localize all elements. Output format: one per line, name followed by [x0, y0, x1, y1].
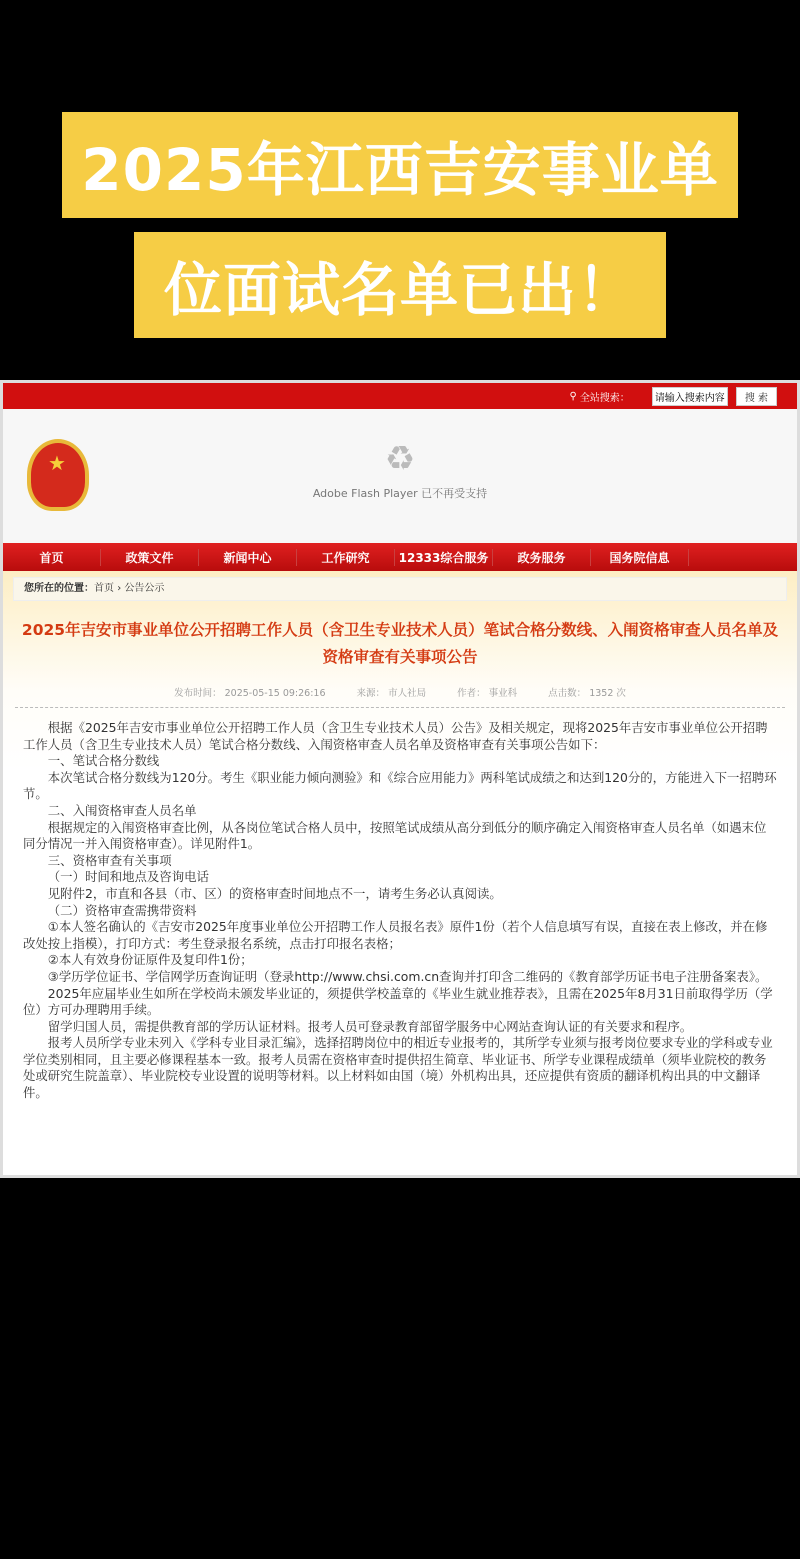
nav-item-gov-service[interactable]: 政务服务 [493, 549, 591, 566]
breadcrumb-separator: › [117, 583, 122, 594]
paragraph: 二、入闱资格审查人员名单 [47, 802, 197, 818]
click-count: 点击数： 1352 次 [548, 688, 626, 699]
breadcrumb-current[interactable]: 公告公示 [124, 583, 165, 594]
paragraph: 本次笔试合格分数线为120分。考生《职业能力倾向测验》和《综合应用能力》两科笔试成绩之和达到120分的，方能进入下一招聘环节。 [23, 769, 777, 802]
main-nav [3, 543, 797, 571]
flash-notice: Adobe Flash Player 已不再受支持 [312, 487, 488, 500]
publish-time: 发布时间： 2025-05-15 09:26:16 [174, 688, 326, 699]
paragraph: 三、资格审查有关事项 [47, 852, 172, 868]
nav-item-policy[interactable]: 政策文件 [101, 549, 199, 566]
paragraph: 见附件2，市直和各县（市、区）的资格审查时间地点不一，请考生务必认真阅读。 [47, 885, 502, 901]
article-title: 2025年吉安市事业单位公开招聘工作人员（含卫生专业技术人员）笔试合格分数线、入闱资格审查人员名单及资格审查有关事项公告 [21, 621, 779, 666]
paragraph: ①本人签名确认的《吉安市2025年度事业单位公开招聘工作人员报名表》原件1份（若个人信息填写有误，直接在表上修改，并在修改处按上指模），打印方式：考生登录报名系统，点击打印报名表格； [23, 919, 768, 951]
nav-item-state-council[interactable]: 国务院信息 [591, 549, 689, 566]
nav-item-news[interactable]: 新闻中心 [199, 549, 297, 566]
website-screenshot [0, 380, 800, 1178]
breadcrumb-label: 您所在的位置： [24, 583, 94, 594]
plugin-puzzle-icon: ♻ [384, 439, 416, 479]
breadcrumb [13, 577, 787, 601]
site-header [3, 409, 797, 543]
paragraph: 留学归国人员，需提供教育部的学历认证材料。报考人员可登录教育部留学服务中心网站查询认证的有关要求和程序。 [47, 1018, 693, 1034]
paragraph: 一、笔试合格分数线 [47, 753, 160, 769]
nav-item-research[interactable]: 工作研究 [297, 549, 395, 566]
top-bar [3, 383, 797, 409]
search-button[interactable]: 搜 索 [736, 387, 777, 406]
breadcrumb-home[interactable]: 首页 [94, 583, 114, 594]
article-body [13, 720, 787, 1102]
search-input[interactable]: 请输入搜索内容 [652, 387, 728, 406]
flash-placeholder [3, 439, 797, 501]
headline-line-1: 2025年江西吉安事业单 [62, 112, 738, 218]
content-area [3, 571, 797, 1178]
author: 作者： 事业科 [457, 688, 518, 699]
paragraph: ②本人有效身份证原件及复印件1份； [47, 952, 253, 968]
paragraph: 根据《2025年吉安市事业单位公开招聘工作人员（含卫生专业技术人员）公告》及相关规定，现将2025年吉安市事业单位公开招聘工作人员（含卫生专业技术人员）笔试合格分数线、入闱资格审查人员名单及资格审查有关事项公告如下： [23, 720, 768, 752]
search-icon: ⚲ [569, 390, 577, 402]
paragraph: （二）资格审查需携带资料 [47, 902, 197, 918]
nav-item-home[interactable]: 首页 [3, 549, 101, 566]
nav-item-12333[interactable]: 12333综合服务 [395, 549, 493, 566]
paragraph: （一）时间和地点及咨询电话 [47, 869, 209, 885]
article-meta [13, 685, 787, 699]
paragraph: ③学历学位证书、学信网学历查询证明（登录http://www.chsi.com.cn查询并打印含二维码的《教育部学历证书电子注册备案表》。 [47, 968, 768, 984]
paragraph: 2025年应届毕业生如所在学校尚未颁发毕业证的，须提供学校盖章的《毕业生就业推荐表》，且需在2025年8月31日前取得学历（学位）方可办理聘用手续。 [23, 985, 773, 1018]
national-emblem-logo: ★ [27, 439, 89, 511]
divider [15, 707, 785, 708]
paragraph: 根据规定的入闱资格审查比例，从各岗位笔试合格人员中，按照笔试成绩从高分到低分的顺序确定入闱资格审查人员名单（如遇末位同分情况一并入闱资格审查）。详见附件1。 [23, 819, 767, 852]
source: 来源： 市人社局 [356, 688, 427, 699]
headline-line-2: 位面试名单已出！ [134, 232, 666, 338]
paragraph: 报考人员所学专业未列入《学科专业目录汇编》，选择招聘岗位中的相近专业报考的，其所学专业须与报考岗位要求专业的学科或专业学位类别相同，且主要必修课程基本一致。报考人员需在资格审查时提供招生简章、毕业证书、所学专业课程成绩单（须毕业院校的教务处或研究生院盖章）、毕业院校专业设置的说明等材料。以上材料如由国（境）外机构出具，还应提供有资质的翻译机构出具的中文翻译件。 [23, 1035, 773, 1101]
search-label: 全站搜索： [579, 392, 630, 404]
